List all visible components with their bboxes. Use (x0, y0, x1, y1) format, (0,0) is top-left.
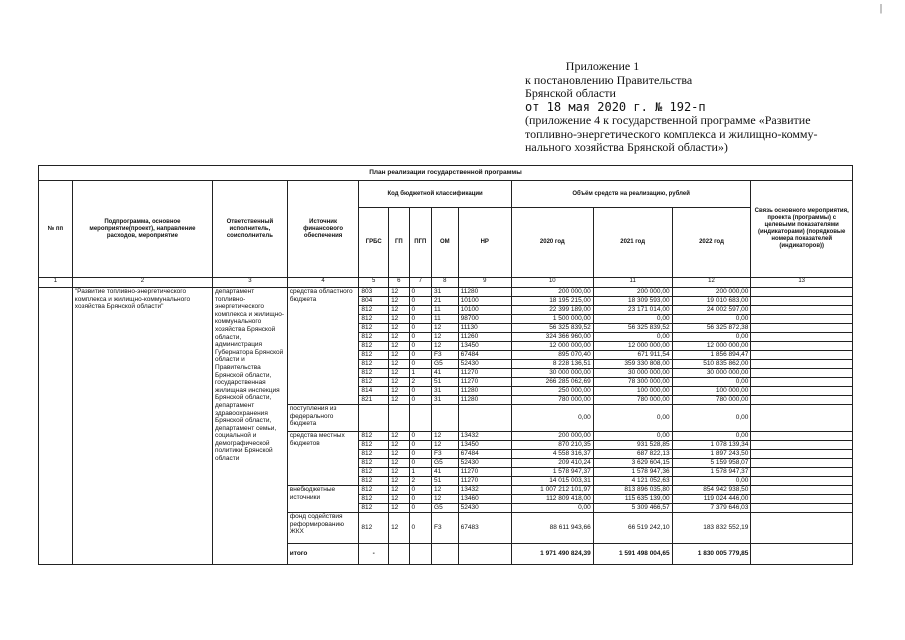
total-empty-cell (409, 544, 432, 565)
amount-2020-cell: 14 015 003,31 (511, 477, 593, 486)
pgp-cell: 2 (409, 378, 432, 387)
link-cell (751, 324, 853, 333)
amount-2022-cell: 0,00 (672, 405, 751, 432)
col-number: 3 (213, 278, 288, 288)
pgp-cell: 0 (409, 495, 432, 504)
pgp-cell: 0 (409, 504, 432, 513)
grbs-cell: 812 (359, 315, 389, 324)
grbs-cell: 814 (359, 387, 389, 396)
amount-2020-cell: 56 325 839,52 (511, 324, 593, 333)
grbs-cell: 804 (359, 297, 389, 306)
grbs-cell: 812 (359, 495, 389, 504)
amount-2021-cell: 0,00 (593, 315, 672, 324)
grbs-cell: 812 (359, 378, 389, 387)
amount-2021-cell: 359 330 808,00 (593, 360, 672, 369)
total-2020-cell: 1 971 490 824,39 (511, 544, 593, 565)
amount-2022-cell: 183 832 552,19 (672, 513, 751, 544)
nr-cell: 11130 (458, 324, 511, 333)
funding-source-cell: внебюджетные источники (287, 486, 359, 513)
total-empty-cell (458, 544, 511, 565)
amount-2022-cell: 5 159 958,07 (672, 459, 751, 468)
nr-cell: 11270 (458, 477, 511, 486)
link-cell (751, 342, 853, 351)
nr-cell: 11280 (458, 396, 511, 405)
link-cell (751, 504, 853, 513)
amount-2021-cell: 813 896 035,80 (593, 486, 672, 495)
amount-2022-cell: 1 578 947,37 (672, 468, 751, 477)
amount-2021-cell: 115 635 139,00 (593, 495, 672, 504)
amount-2020-cell: 112 809 418,00 (511, 495, 593, 504)
gp-cell: 12 (389, 387, 409, 396)
amount-2021-cell: 931 528,85 (593, 441, 672, 450)
total-2021-cell: 1 591 498 004,65 (593, 544, 672, 565)
col-gp-header: ГП (389, 208, 409, 278)
amount-2020-cell: 1 500 000,00 (511, 315, 593, 324)
amount-2020-cell: 12 000 000,00 (511, 342, 593, 351)
header-line-2: к постановлению Правительства (525, 72, 693, 87)
amount-2020-cell: 266 285 062,69 (511, 378, 593, 387)
amount-2022-cell: 100 000,00 (672, 387, 751, 396)
col-budget-code-header: Код бюджетной классификации (359, 181, 511, 208)
gp-cell: 12 (389, 432, 409, 441)
grbs-cell: 812 (359, 504, 389, 513)
grbs-cell: 812 (359, 351, 389, 360)
col-number: 6 (389, 278, 409, 288)
grbs-cell: 803 (359, 288, 389, 297)
gp-cell (389, 405, 409, 432)
funding-source-cell: фонд содействия реформированию ЖКХ (287, 513, 359, 544)
header-line-3: Брянской области (525, 86, 616, 100)
om-cell: 12 (432, 441, 459, 450)
gp-cell: 12 (389, 450, 409, 459)
table-title: План реализации государственной программы (39, 166, 853, 181)
gp-cell: 12 (389, 441, 409, 450)
pgp-cell: 0 (409, 324, 432, 333)
grbs-cell: 812 (359, 459, 389, 468)
amount-2022-cell: 7 379 646,03 (672, 504, 751, 513)
total-label-cell: итого (287, 544, 359, 565)
pgp-cell: 0 (409, 441, 432, 450)
nr-cell: 52430 (458, 504, 511, 513)
grbs-cell: 812 (359, 450, 389, 459)
pgp-cell: 0 (409, 387, 432, 396)
gp-cell: 12 (389, 324, 409, 333)
col-number: 4 (287, 278, 359, 288)
amount-2022-cell: 24 002 597,00 (672, 306, 751, 315)
amount-2022-cell: 19 010 683,00 (672, 297, 751, 306)
col-number: 1 (39, 278, 73, 288)
link-cell (751, 432, 853, 441)
nr-cell: 98700 (458, 315, 511, 324)
link-cell (751, 315, 853, 324)
amount-2021-cell: 5 309 466,57 (593, 504, 672, 513)
amount-2021-cell: 0,00 (593, 432, 672, 441)
corner-mark: | (880, 3, 883, 14)
om-cell: 12 (432, 486, 459, 495)
amount-2022-cell: 12 000 000,00 (672, 342, 751, 351)
gp-cell: 12 (389, 495, 409, 504)
om-cell: 12 (432, 324, 459, 333)
gp-cell: 12 (389, 378, 409, 387)
nr-cell: 11270 (458, 468, 511, 477)
link-cell (751, 513, 853, 544)
col-number: 2 (72, 278, 212, 288)
table-body (39, 288, 853, 565)
om-cell: 31 (432, 288, 459, 297)
link-cell (751, 405, 853, 432)
om-cell: 11 (432, 315, 459, 324)
nr-cell: 52430 (458, 459, 511, 468)
col-executor-header: Ответственный исполнитель, соисполнитель (213, 181, 288, 278)
link-cell (751, 459, 853, 468)
link-cell (751, 450, 853, 459)
pgp-cell: 0 (409, 333, 432, 342)
appendix-title: Приложение 1 (565, 59, 640, 73)
col-2021-header: 2021 год (593, 208, 672, 278)
col-volume-header: Объём средств на реализацию, рублей (511, 181, 751, 208)
grbs-cell: 812 (359, 468, 389, 477)
nr-cell (458, 405, 511, 432)
amount-2020-cell: 200 000,00 (511, 432, 593, 441)
col-number: 7 (409, 278, 432, 288)
amount-2020-cell: 22 399 189,00 (511, 306, 593, 315)
col-number: 13 (751, 278, 853, 288)
link-cell (751, 441, 853, 450)
link-cell (751, 333, 853, 342)
pgp-cell: 0 (409, 306, 432, 315)
om-cell (432, 405, 459, 432)
pgp-cell: 2 (409, 477, 432, 486)
gp-cell: 12 (389, 342, 409, 351)
grbs-cell: 812 (359, 342, 389, 351)
link-cell (751, 544, 853, 565)
funding-source-cell: поступления из федерального бюджета (287, 405, 359, 432)
col-number: 9 (458, 278, 511, 288)
amount-2021-cell: 1 578 947,36 (593, 468, 672, 477)
link-cell (751, 360, 853, 369)
link-cell (751, 486, 853, 495)
amount-2021-cell: 4 121 052,63 (593, 477, 672, 486)
amount-2022-cell: 30 000 000,00 (672, 369, 751, 378)
header-date-line: от 18 мая 2020 г. № 192-п (525, 99, 706, 114)
gp-cell: 12 (389, 468, 409, 477)
pgp-cell: 0 (409, 459, 432, 468)
nr-cell: 11270 (458, 378, 511, 387)
om-cell: 51 (432, 378, 459, 387)
amount-2021-cell: 18 309 593,00 (593, 297, 672, 306)
grbs-cell: 812 (359, 306, 389, 315)
amount-2022-cell: 1 856 894,47 (672, 351, 751, 360)
amount-2021-cell: 687 822,13 (593, 450, 672, 459)
gp-cell: 12 (389, 333, 409, 342)
link-cell (751, 387, 853, 396)
amount-2021-cell: 671 911,54 (593, 351, 672, 360)
om-cell: G5 (432, 459, 459, 468)
total-empty-cell (389, 544, 409, 565)
amount-2022-cell: 854 942 938,50 (672, 486, 751, 495)
grbs-cell: 812 (359, 441, 389, 450)
gp-cell: 12 (389, 486, 409, 495)
amount-2021-cell: 0,00 (593, 333, 672, 342)
col-grbs-header: ГРБС (359, 208, 389, 278)
nr-cell: 13450 (458, 441, 511, 450)
amount-2020-cell: 1 578 947,37 (511, 468, 593, 477)
om-cell: 12 (432, 495, 459, 504)
col-2020-header: 2020 год (511, 208, 593, 278)
total-dash-cell: - (359, 544, 389, 565)
funding-source-cell: средства местных бюджетов (287, 432, 359, 486)
header-line-6: топливно-энергетического комплекса и жилищно-комму- (525, 126, 818, 141)
grbs-cell: 812 (359, 477, 389, 486)
link-cell (751, 351, 853, 360)
link-cell (751, 396, 853, 405)
nr-cell: 11260 (458, 333, 511, 342)
total-empty-cell (432, 544, 459, 565)
pgp-cell: 0 (409, 396, 432, 405)
col-source-header: Источник финансового обеспечения (287, 181, 359, 278)
amount-2022-cell: 1 078 139,34 (672, 441, 751, 450)
amount-2020-cell: 0,00 (511, 504, 593, 513)
gp-cell: 12 (389, 297, 409, 306)
nr-cell: 10100 (458, 297, 511, 306)
header-line-7: нального хозяйства Брянской области») (525, 140, 728, 154)
gp-cell: 12 (389, 369, 409, 378)
grbs-cell: 812 (359, 432, 389, 441)
col-pgp-header: ПГП (409, 208, 432, 278)
om-cell: 41 (432, 468, 459, 477)
col-nr-header: НР (458, 208, 511, 278)
grbs-cell: 812 (359, 369, 389, 378)
om-cell: 12 (432, 333, 459, 342)
amount-2020-cell: 88 611 943,66 (511, 513, 593, 544)
om-cell: 12 (432, 342, 459, 351)
pgp-cell: 0 (409, 315, 432, 324)
nr-cell: 11280 (458, 387, 511, 396)
col-2022-header: 2022 год (672, 208, 751, 278)
amount-2021-cell: 780 000,00 (593, 396, 672, 405)
table-row (39, 288, 853, 297)
gp-cell: 12 (389, 477, 409, 486)
amount-2020-cell: 4 558 316,37 (511, 450, 593, 459)
gp-cell: 12 (389, 351, 409, 360)
gp-cell: 12 (389, 315, 409, 324)
amount-2021-cell: 0,00 (593, 405, 672, 432)
col-number: 8 (432, 278, 459, 288)
amount-2021-cell: 3 629 604,15 (593, 459, 672, 468)
nr-cell: 67483 (458, 513, 511, 544)
amount-2022-cell: 780 000,00 (672, 396, 751, 405)
om-cell: 31 (432, 387, 459, 396)
amount-2020-cell: 870 210,35 (511, 441, 593, 450)
col-np-header: № пп (39, 181, 73, 278)
om-cell: G5 (432, 360, 459, 369)
pgp-cell: 0 (409, 486, 432, 495)
amount-2020-cell: 209 410,24 (511, 459, 593, 468)
amount-2020-cell: 18 195 215,00 (511, 297, 593, 306)
gp-cell: 12 (389, 504, 409, 513)
header-line-5: (приложение 4 к государственной программе «Развитие (525, 113, 811, 127)
om-cell: F3 (432, 513, 459, 544)
amount-2022-cell: 510 835 862,00 (672, 360, 751, 369)
plan-table (38, 165, 853, 565)
amount-2022-cell: 0,00 (672, 378, 751, 387)
om-cell: 12 (432, 432, 459, 441)
om-cell: G5 (432, 504, 459, 513)
amount-2020-cell: 0,00 (511, 405, 593, 432)
amount-2021-cell: 30 000 000,00 (593, 369, 672, 378)
amount-2022-cell: 56 325 872,38 (672, 324, 751, 333)
amount-2020-cell: 250 000,00 (511, 387, 593, 396)
grbs-cell: 812 (359, 324, 389, 333)
amount-2022-cell: 0,00 (672, 477, 751, 486)
link-cell (751, 495, 853, 504)
link-cell (751, 378, 853, 387)
grbs-cell: 812 (359, 486, 389, 495)
grbs-cell: 812 (359, 360, 389, 369)
amount-2020-cell: 200 000,00 (511, 288, 593, 297)
gp-cell: 12 (389, 459, 409, 468)
amount-2021-cell: 12 000 000,00 (593, 342, 672, 351)
gp-cell: 12 (389, 360, 409, 369)
nr-cell: 13460 (458, 495, 511, 504)
pgp-cell: 1 (409, 369, 432, 378)
amount-2021-cell: 66 519 242,10 (593, 513, 672, 544)
subprogram-cell: "Развитие топливно-энергетического комплекса и жилищно-коммунального хозяйства Брянской области" (72, 288, 212, 565)
amount-2021-cell: 200 000,00 (593, 288, 672, 297)
total-2022-cell: 1 830 005 779,85 (672, 544, 751, 565)
link-cell (751, 297, 853, 306)
funding-source-cell: средства областного бюджета (287, 288, 359, 405)
link-cell (751, 369, 853, 378)
nr-cell: 11280 (458, 288, 511, 297)
amount-2020-cell: 895 070,40 (511, 351, 593, 360)
nr-cell: 52430 (458, 360, 511, 369)
col-subprogram-header: Подпрограмма, основное мероприятие(проект), направление расходов, мероприятие (72, 181, 212, 278)
row-number-cell (39, 288, 73, 565)
pgp-cell: 0 (409, 351, 432, 360)
amount-2020-cell: 30 000 000,00 (511, 369, 593, 378)
grbs-cell: 812 (359, 333, 389, 342)
link-cell (751, 477, 853, 486)
om-cell: 51 (432, 477, 459, 486)
grbs-cell: 812 (359, 513, 389, 544)
document-header (525, 60, 895, 155)
om-cell: 11 (432, 306, 459, 315)
amount-2020-cell: 780 000,00 (511, 396, 593, 405)
nr-cell: 13432 (458, 486, 511, 495)
grbs-cell: 821 (359, 396, 389, 405)
pgp-cell (409, 405, 432, 432)
amount-2020-cell: 324 366 960,00 (511, 333, 593, 342)
gp-cell: 12 (389, 396, 409, 405)
om-cell: F3 (432, 450, 459, 459)
pgp-cell: 0 (409, 297, 432, 306)
nr-cell: 13432 (458, 432, 511, 441)
amount-2022-cell: 1 897 243,50 (672, 450, 751, 459)
amount-2021-cell: 23 171 014,00 (593, 306, 672, 315)
om-cell: F3 (432, 351, 459, 360)
amount-2022-cell: 0,00 (672, 333, 751, 342)
grbs-cell (359, 405, 389, 432)
pgp-cell: 0 (409, 432, 432, 441)
pgp-cell: 0 (409, 360, 432, 369)
col-link-header: Связь основного мероприятия, проекта (программы) с целевыми показателями (индикаторами) (порядковые номера показателей (индикаторов)) (751, 181, 853, 278)
amount-2022-cell: 119 024 446,00 (672, 495, 751, 504)
nr-cell: 13450 (458, 342, 511, 351)
link-cell (751, 468, 853, 477)
col-om-header: ОМ (432, 208, 459, 278)
pgp-cell: 0 (409, 450, 432, 459)
pgp-cell: 1 (409, 468, 432, 477)
col-number: 12 (672, 278, 751, 288)
gp-cell: 12 (389, 306, 409, 315)
col-number: 11 (593, 278, 672, 288)
executor-cell: департамент топливно-энергетического комплекса и жилищно-коммунального хозяйства Брянской области, администрация Губернатора Брянской области и Правительства Брянской области, государственная жилищная инспекция Брянской области, департамент здравоохранения Брянской области, департамент семьи, социальной и демографической политики Брянской области (213, 288, 288, 565)
om-cell: 41 (432, 369, 459, 378)
amount-2021-cell: 100 000,00 (593, 387, 672, 396)
pgp-cell: 0 (409, 513, 432, 544)
pgp-cell: 0 (409, 288, 432, 297)
column-number-row (39, 278, 853, 288)
gp-cell: 12 (389, 513, 409, 544)
col-number: 5 (359, 278, 389, 288)
amount-2020-cell: 1 007 212 101,97 (511, 486, 593, 495)
col-number: 10 (511, 278, 593, 288)
amount-2020-cell: 8 228 136,51 (511, 360, 593, 369)
nr-cell: 10100 (458, 306, 511, 315)
link-cell (751, 288, 853, 297)
amount-2022-cell: 200 000,00 (672, 288, 751, 297)
amount-2021-cell: 78 300 000,00 (593, 378, 672, 387)
nr-cell: 67484 (458, 351, 511, 360)
link-cell (751, 306, 853, 315)
gp-cell: 12 (389, 288, 409, 297)
pgp-cell: 0 (409, 342, 432, 351)
nr-cell: 67484 (458, 450, 511, 459)
amount-2021-cell: 56 325 839,52 (593, 324, 672, 333)
om-cell: 31 (432, 396, 459, 405)
amount-2022-cell: 0,00 (672, 432, 751, 441)
nr-cell: 11270 (458, 369, 511, 378)
amount-2022-cell: 0,00 (672, 315, 751, 324)
om-cell: 21 (432, 297, 459, 306)
